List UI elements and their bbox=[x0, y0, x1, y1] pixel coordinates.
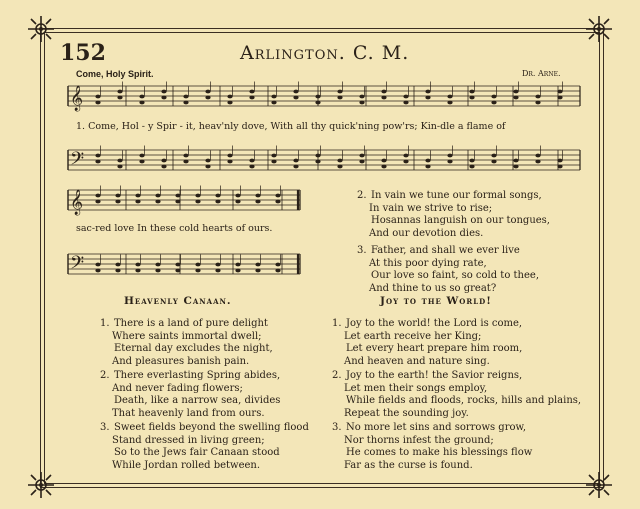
verse-line: So to the Jews fair Canaan stood bbox=[114, 447, 280, 458]
main-verse-3 bbox=[357, 245, 539, 295]
main-verse-2 bbox=[357, 190, 550, 240]
verse-line: Let men their songs employ, bbox=[344, 382, 488, 394]
verse-line: Death, like a narrow sea, divides bbox=[114, 395, 281, 406]
verse-line: Our love so faint, so cold to thee, bbox=[371, 270, 539, 281]
left-verse-2 bbox=[100, 370, 280, 420]
verse-line: And our devotion dies. bbox=[369, 227, 484, 239]
verse-number: 1. bbox=[332, 318, 342, 329]
verse-line: Hosannas languish on our tongues, bbox=[371, 215, 550, 226]
verse-number: 2. bbox=[357, 190, 367, 201]
svg-text:𝄢: 𝄢 bbox=[70, 149, 85, 174]
hymn-title-right: Joy to the World! bbox=[380, 295, 492, 307]
verse-line: Joy to the earth! the Savior reigns, bbox=[346, 370, 523, 381]
verse-line: Nor thorns infest the ground; bbox=[344, 434, 494, 446]
ornament-corner-icon bbox=[584, 14, 614, 44]
verse-line: And thine to us so great? bbox=[369, 282, 497, 294]
ornament-corner-icon bbox=[26, 470, 56, 500]
left-verse-1 bbox=[100, 318, 273, 368]
hymn-title-left: Heavenly Canaan. bbox=[124, 295, 232, 307]
left-verse-3 bbox=[100, 422, 309, 472]
tune-title: Arlington. C. M. bbox=[240, 42, 410, 64]
verse-line: Sweet fields beyond the swelling flood bbox=[114, 422, 309, 433]
verse-line: In vain we tune our formal songs, bbox=[371, 190, 542, 201]
ornament-corner-icon bbox=[26, 14, 56, 44]
verse-line: And heaven and nature sing. bbox=[344, 355, 490, 367]
verse-number: 2. bbox=[332, 370, 342, 381]
verse-line: No more let sins and sorrows grow, bbox=[346, 422, 527, 433]
composer-credit: Dr. Arne. bbox=[522, 69, 561, 78]
verse-line: At this poor dying rate, bbox=[369, 257, 487, 269]
verse-number: 3. bbox=[357, 245, 367, 256]
svg-text:𝄞: 𝄞 bbox=[70, 190, 84, 215]
svg-text:𝄢: 𝄢 bbox=[70, 253, 85, 278]
verse-line: He comes to make his blessings flow bbox=[346, 447, 533, 458]
verse-line: There is a land of pure delight bbox=[114, 318, 268, 329]
ornament-corner-icon bbox=[584, 470, 614, 500]
verse-line: Father, and shall we ever live bbox=[371, 245, 520, 256]
verse-line: And never fading flowers; bbox=[112, 382, 243, 394]
verse-line: Repeat the sounding joy. bbox=[344, 407, 469, 419]
right-verse-3 bbox=[332, 422, 532, 472]
svg-text:𝄞: 𝄞 bbox=[70, 86, 84, 111]
lyrics-line-2: sac-red love In these cold hearts of ours. bbox=[76, 223, 273, 234]
verse-line: Stand dressed in living green; bbox=[112, 434, 265, 446]
verse-number: 2. bbox=[100, 370, 110, 381]
right-verse-2 bbox=[332, 370, 581, 420]
lyrics-line-1: 1. Come, Hol - y Spir - it, heav'nly dove, With all thy quick'ning pow'rs; Kin-dle a flame of bbox=[76, 121, 506, 132]
verse-line: While Jordan rolled between. bbox=[112, 459, 261, 471]
verse-line: And pleasures banish pain. bbox=[112, 355, 250, 367]
verse-number: 1. bbox=[100, 318, 110, 329]
verse-line: That heavenly land from ours. bbox=[112, 407, 265, 419]
page-number: 152 bbox=[60, 40, 106, 66]
verse-line: Joy to the world! the Lord is come, bbox=[346, 318, 523, 329]
verse-number: 3. bbox=[100, 422, 110, 433]
right-verse-1 bbox=[332, 318, 522, 368]
verse-line: While fields and floods, rocks, hills and plains, bbox=[346, 395, 582, 406]
verse-line: There everlasting Spring abides, bbox=[114, 370, 281, 381]
verse-line: Let earth receive her King; bbox=[344, 330, 482, 342]
verse-line: Where saints immortal dwell; bbox=[112, 330, 262, 342]
verse-number: 3. bbox=[332, 422, 342, 433]
hymn-subtitle: Come, Holy Spirit. bbox=[76, 69, 154, 79]
verse-line: Let every heart prepare him room, bbox=[346, 343, 523, 354]
verse-line: Eternal day excludes the night, bbox=[114, 343, 273, 354]
verse-line: In vain we strive to rise; bbox=[369, 202, 493, 214]
verse-line: Far as the curse is found. bbox=[344, 459, 473, 471]
